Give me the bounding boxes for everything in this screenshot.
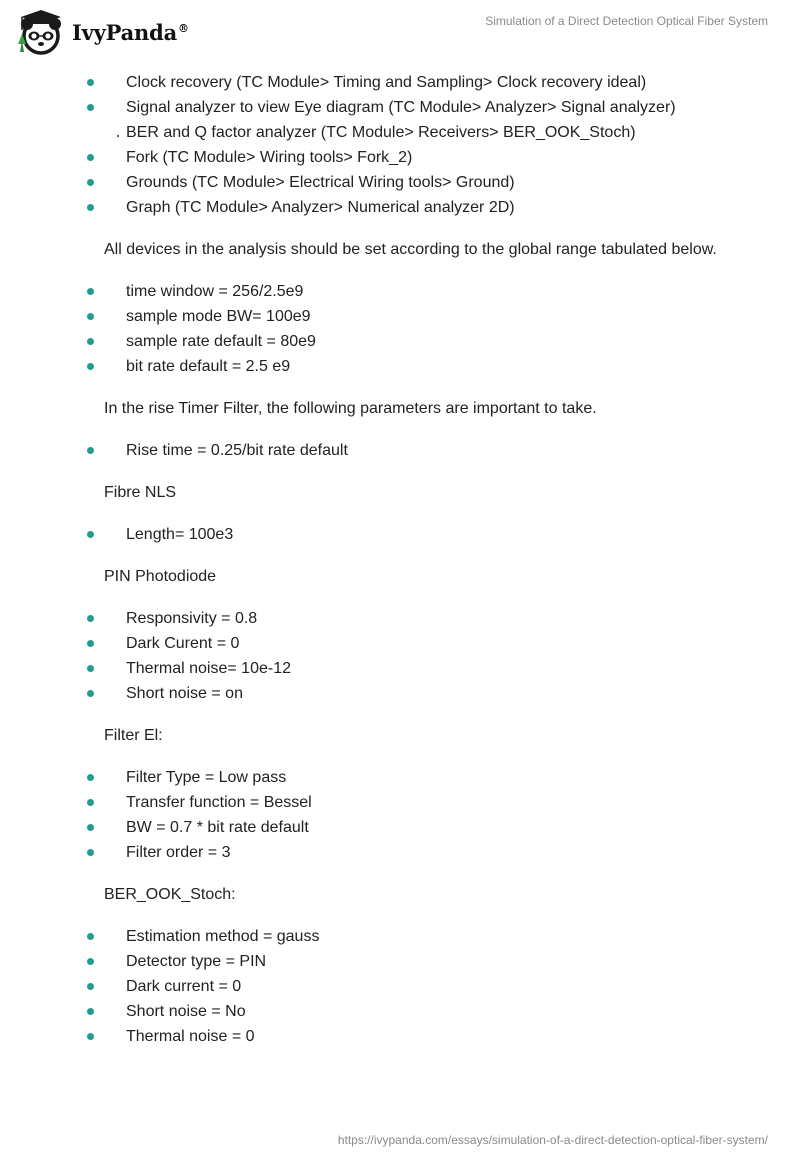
list-item: Fork (TC Module> Wiring tools> Fork_2) (0, 145, 800, 170)
fibre-list (0, 522, 800, 547)
heading-fibre-nls: Fibre NLS (104, 484, 177, 501)
list-item: Clock recovery (TC Module> Timing and Sampling> Clock recovery ideal) (0, 70, 800, 95)
bullet-icon (87, 983, 94, 990)
list-item: Detector type = PIN (0, 949, 800, 974)
list-item: BW = 0.7 * bit rate default (0, 815, 800, 840)
bullet-icon (87, 363, 94, 370)
bullet-icon (87, 799, 94, 806)
filter-list (0, 765, 800, 865)
component-list (0, 70, 800, 220)
panda-logo-icon (14, 8, 68, 56)
list-item: BER and Q factor analyzer (TC Module> Receivers> BER_OOK_Stoch) (0, 120, 800, 145)
list-item: Graph (TC Module> Analyzer> Numerical analyzer 2D) (0, 195, 800, 220)
list-item: Filter Type = Low pass (0, 765, 800, 790)
bullet-icon (87, 104, 94, 111)
list-item: Grounds (TC Module> Electrical Wiring tools> Ground) (0, 170, 800, 195)
document-title: Simulation of a Direct Detection Optical Fiber System (485, 14, 768, 28)
bullet-icon (87, 179, 94, 186)
bullet-icon (87, 1008, 94, 1015)
list-item: Responsivity = 0.8 (0, 606, 800, 631)
bullet-icon (87, 615, 94, 622)
bullet-icon (87, 154, 94, 161)
paragraph-rise-timer: In the rise Timer Filter, the following parameters are important to take. (104, 400, 597, 417)
list-item: Thermal noise= 10e-12 (0, 656, 800, 681)
pin-list (0, 606, 800, 706)
bullet-icon (87, 447, 94, 454)
paragraph-global-range: All devices in the analysis should be set according to the global range tabulated below. (104, 241, 717, 258)
list-item: sample mode BW= 100e9 (0, 304, 800, 329)
list-item: sample rate default = 80e9 (0, 329, 800, 354)
list-item: Short noise = No (0, 999, 800, 1024)
bullet-icon (87, 288, 94, 295)
list-item: bit rate default = 2.5 e9 (0, 354, 800, 379)
bullet-icon (87, 824, 94, 831)
list-item: Transfer function = Bessel (0, 790, 800, 815)
logo-wordmark: IvyPanda® (72, 19, 189, 45)
bullet-icon (87, 79, 94, 86)
bullet-icon (87, 665, 94, 672)
page-header (0, 0, 800, 60)
bullet-icon (87, 690, 94, 697)
document-body (0, 70, 800, 1049)
list-item: Signal analyzer to view Eye diagram (TC Module> Analyzer> Signal analyzer) (0, 95, 800, 120)
list-item: Short noise = on (0, 681, 800, 706)
bullet-icon (117, 135, 119, 137)
bullet-icon (87, 640, 94, 647)
list-item: Dark Curent = 0 (0, 631, 800, 656)
list-item: Estimation method = gauss (0, 924, 800, 949)
footer-url[interactable]: https://ivypanda.com/essays/simulation-of-a-direct-detection-optical-fiber-system/ (337, 1133, 768, 1147)
list-item: Thermal noise = 0 (0, 1024, 800, 1049)
bullet-icon (87, 958, 94, 965)
bullet-icon (87, 849, 94, 856)
bullet-icon (87, 531, 94, 538)
bullet-icon (87, 1033, 94, 1040)
list-item: Length= 100e3 (0, 522, 800, 547)
list-item: Dark current = 0 (0, 974, 800, 999)
bullet-icon (87, 933, 94, 940)
bullet-icon (87, 338, 94, 345)
heading-ber-ook-stoch: BER_OOK_Stoch: (104, 886, 236, 903)
list-item: Filter order = 3 (0, 840, 800, 865)
rise-timer-list (0, 438, 800, 463)
bullet-icon (87, 204, 94, 211)
ivypanda-logo[interactable] (14, 8, 189, 56)
heading-pin-photodiode: PIN Photodiode (104, 568, 217, 585)
ber-list (0, 924, 800, 1049)
list-item: time window = 256/2.5e9 (0, 279, 800, 304)
list-item: Rise time = 0.25/bit rate default (0, 438, 800, 463)
global-range-list (0, 279, 800, 379)
bullet-icon (87, 313, 94, 320)
bullet-icon (87, 774, 94, 781)
heading-filter-el: Filter El: (104, 727, 163, 744)
